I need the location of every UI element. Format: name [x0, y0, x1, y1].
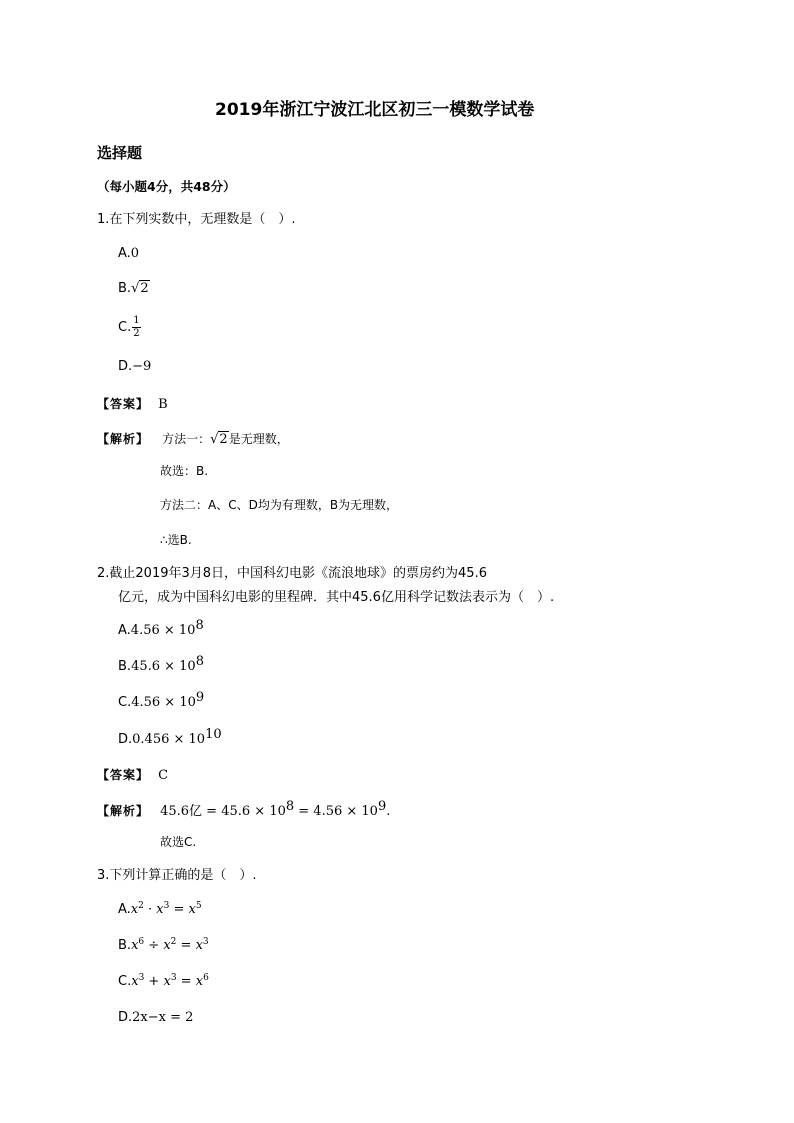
question-1-analysis — [97, 430, 289, 446]
option-value: −9 — [132, 359, 152, 374]
sqrt-expression: √2 — [131, 281, 149, 296]
question-1-option-a — [118, 247, 139, 260]
answer-tag: 【答案】 — [97, 397, 150, 411]
option-label: D. — [118, 1010, 133, 1025]
option-label: D. — [118, 732, 133, 747]
fraction — [132, 316, 140, 339]
question-2-option-a — [118, 618, 204, 638]
question-1-option-c — [118, 316, 141, 339]
question-3-option-b — [118, 939, 209, 952]
analysis-expression: 45.6亿 = 45.6 × 10 — [160, 804, 286, 819]
page-title: 2019年浙江宁波江北区初三一模数学试卷 — [215, 100, 535, 120]
analysis-tag: 【解析】 — [97, 432, 150, 446]
option-label: B. — [118, 938, 132, 953]
question-1-answer — [97, 395, 168, 411]
radicand: 2 — [140, 281, 149, 296]
analysis-line: 故选：B. — [160, 464, 209, 478]
question-3-option-d — [118, 1011, 193, 1024]
option-value: 0.456 × 10 — [132, 732, 206, 747]
option-label: A. — [118, 246, 131, 261]
question-1-option-d — [118, 360, 151, 373]
question-2-option-b — [118, 654, 204, 674]
option-expression: $x^6 \div x^2 = x^3$ — [131, 937, 209, 953]
exponent: 9 — [377, 799, 387, 814]
question-2-analysis — [97, 799, 391, 819]
question-2-stem-line2: 亿元，成为中国科幻电影的里程碑．其中45.6亿用科学记数法表示为（ ）. — [118, 590, 555, 605]
exponent: 8 — [285, 799, 295, 814]
exponent: 8 — [195, 654, 204, 669]
question-3-option-a — [118, 903, 202, 916]
answer-value: C — [158, 768, 169, 783]
option-expression: $x^2 \cdot x^3 = x^5$ — [130, 901, 202, 917]
exponent: 10 — [205, 727, 222, 742]
analysis-text: 方法一： — [162, 432, 211, 446]
option-expression: 2x−x = 2 — [132, 1010, 194, 1025]
option-value: 45.6 × 10 — [131, 659, 196, 674]
numerator: 1 — [133, 315, 140, 326]
option-label: C. — [118, 695, 132, 710]
option-label: B. — [118, 659, 132, 674]
question-2-stem-line1: 2.截止2019年3月8日，中国科幻电影《流浪地球》的票房约为45.6 — [97, 566, 487, 581]
radicand: 2 — [219, 432, 228, 447]
section-heading: 选择题 — [97, 144, 143, 162]
sqrt-expression: √2 — [210, 432, 228, 447]
question-1-stem: 1.在下列实数中，无理数是（ ）. — [97, 212, 296, 227]
analysis-line: 方法二：A、C、D均为有理数，B为无理数， — [160, 498, 399, 512]
question-2-answer — [97, 766, 168, 782]
option-label: C. — [118, 974, 132, 989]
analysis-expression: = 4.56 × 10 — [294, 804, 378, 819]
question-3-option-c — [118, 975, 209, 988]
question-3-stem: 3.下列计算正确的是（ ）. — [97, 868, 257, 883]
denominator: 2 — [133, 328, 140, 339]
answer-tag: 【答案】 — [97, 768, 150, 782]
option-label: A. — [118, 902, 131, 917]
section-note: （每小题4分，共48分） — [97, 179, 236, 194]
option-value: 4.56 × 10 — [130, 623, 196, 638]
option-value: 0 — [130, 246, 140, 261]
question-2-option-c — [118, 690, 205, 710]
option-label: B. — [118, 281, 132, 296]
question-2-option-d — [118, 727, 222, 747]
analysis-text: 是无理数， — [228, 432, 289, 446]
answer-value: B — [158, 397, 168, 412]
option-label: C. — [118, 320, 132, 335]
analysis-line: ∴选B. — [160, 533, 192, 547]
analysis-tag: 【解析】 — [97, 804, 150, 818]
analysis-expression: . — [386, 804, 391, 819]
analysis-line: 故选C. — [160, 835, 197, 849]
exponent: 9 — [195, 690, 205, 705]
option-value: 4.56 × 10 — [131, 695, 196, 710]
option-label: D. — [118, 359, 133, 374]
exponent: 8 — [195, 618, 204, 633]
question-1-option-b — [118, 282, 150, 295]
option-expression: $x^3 + x^3 = x^6$ — [131, 973, 209, 989]
option-label: A. — [118, 623, 131, 638]
